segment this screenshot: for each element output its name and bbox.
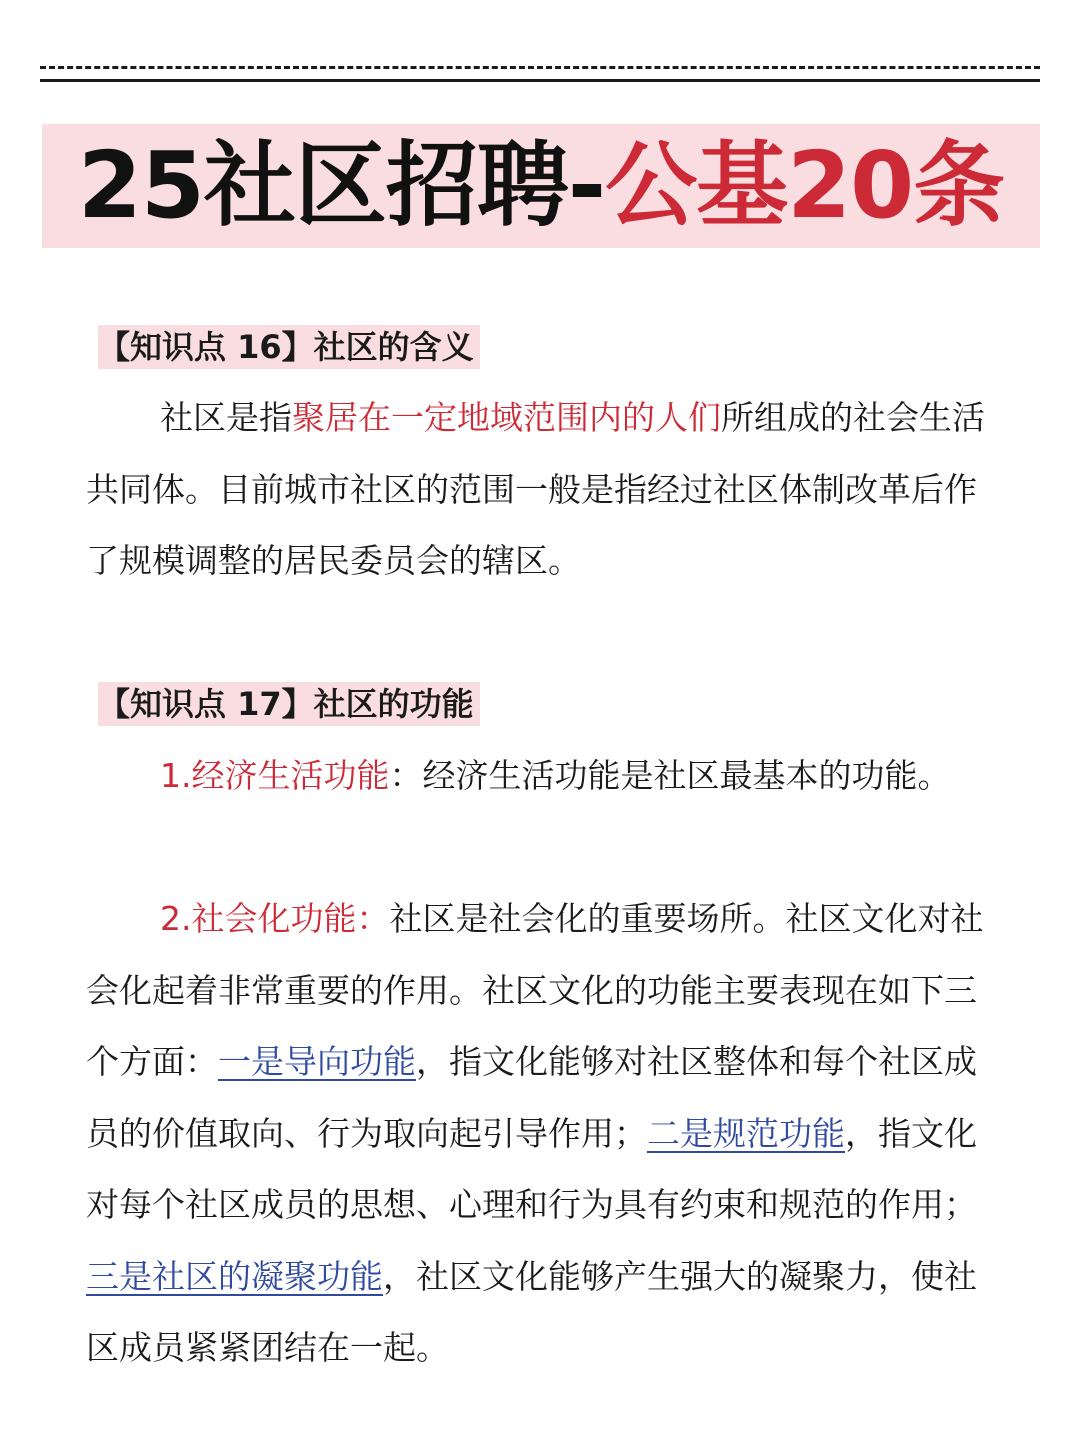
definition-text-2: 所组成的社会生活共同体。目前城市社区的范围一般是指经过社区体制改革后作了规模调整的居民委员会的辖区。: [86, 398, 985, 580]
section-heading-17: 【知识点 17】社区的功能: [98, 682, 480, 726]
definition-paragraph: [86, 382, 996, 597]
top-solid-rule: [40, 79, 1040, 82]
title-part-black: 25社区招聘-: [77, 132, 606, 239]
cohesion-function-term: 三是社区的凝聚功能: [86, 1256, 383, 1296]
function-2-text-4: ，社区文化能够产生强大的凝聚力，使社区成员紧紧团结在一起。: [86, 1256, 977, 1367]
top-dashed-rule: [40, 66, 1040, 69]
function-2-paragraph: [86, 883, 996, 1384]
function-2-text-1: 社区是社会化的重要场所。社区文化对社会化起着非常重要的作用。社区文化的功能主要表现在如下三个方面：: [86, 899, 984, 1081]
title-banner: [42, 124, 1040, 248]
definition-highlight: 聚居在一定地域范围内的人们: [292, 398, 721, 437]
page-title: [77, 132, 1005, 239]
definition-text-1: 社区是指: [160, 398, 292, 437]
function-1-text: ：经济生活功能是社区最基本的功能。: [389, 756, 951, 795]
function-1-label: 1.经济生活功能: [160, 756, 390, 795]
function-2-text-3: ，指文化对每个社区成员的思想、心理和行为具有约束和规范的作用；: [86, 1113, 977, 1224]
title-part-red: 公基20条: [605, 132, 1005, 239]
section-heading-16: 【知识点 16】社区的含义: [98, 325, 480, 369]
function-1-paragraph: [86, 740, 996, 812]
norm-function-term: 二是规范功能: [647, 1113, 845, 1153]
guidance-function-term: 一是导向功能: [218, 1042, 416, 1081]
function-2-text-2: ，指文化能够对社区整体和每个社区成员的价值取向、行为取向起引导作用；: [86, 1042, 977, 1153]
function-2-label: 2.社会化功能：: [160, 899, 390, 938]
